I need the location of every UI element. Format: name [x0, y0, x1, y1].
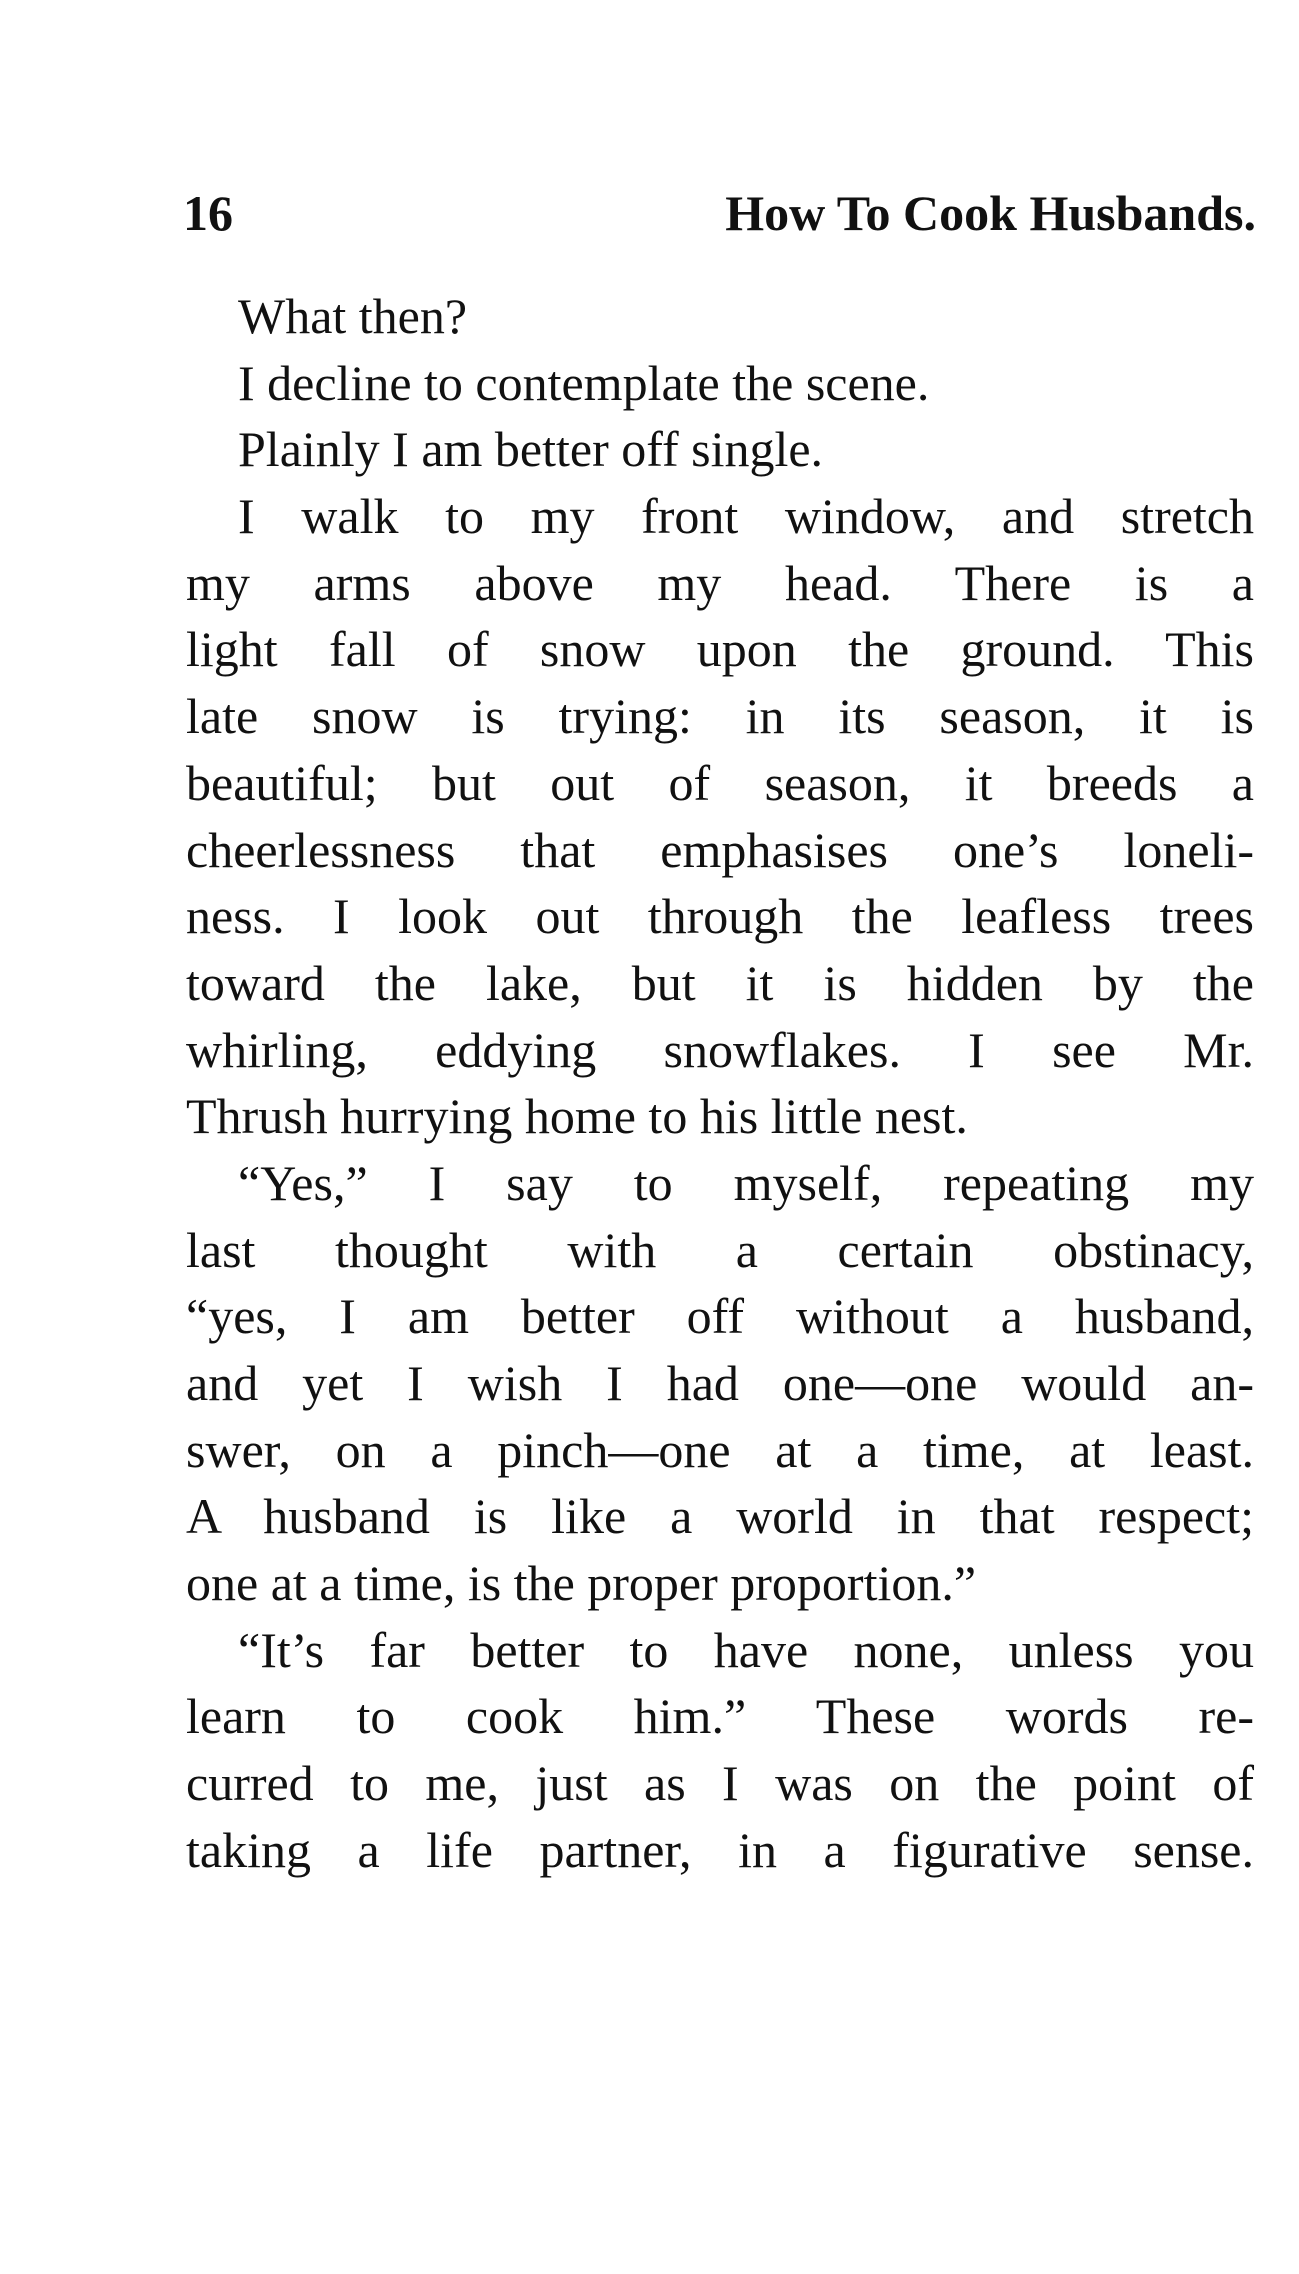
- text-line: beautiful; but out of season, it breeds a: [186, 754, 1254, 811]
- running-title: How To Cook Husbands.: [725, 185, 1256, 241]
- body-text: [186, 283, 1254, 1884]
- text-line: whirling, eddying snowflakes. I see Mr.: [186, 1021, 1254, 1078]
- text-line: ness. I look out through the leafless trees: [186, 888, 1254, 945]
- text-line: Thrush hurrying home to his little nest.: [186, 1088, 968, 1145]
- text-line: last thought with a certain obstinacy,: [186, 1221, 1254, 1278]
- page-header: [183, 178, 1256, 248]
- text-line: cheerlessness that emphasises one’s loneli-: [186, 821, 1254, 878]
- text-line: What then?: [238, 288, 468, 344]
- text-line: toward the lake, but it is hidden by the: [186, 954, 1254, 1011]
- text-line: A husband is like a world in that respect;: [186, 1488, 1254, 1545]
- text-line: “Yes,” I say to myself, repeating my: [238, 1154, 1254, 1211]
- text-line: learn to cook him.” These words re-: [186, 1688, 1254, 1745]
- text-line: one at a time, is the proper proportion.”: [186, 1555, 977, 1612]
- text-line: swer, on a pinch—one at a time, at least.: [186, 1421, 1254, 1478]
- text-line: late snow is trying: in its season, it is: [186, 688, 1254, 745]
- text-line: curred to me, just as I was on the point of: [186, 1755, 1254, 1812]
- text-line: taking a life partner, in a figurative sense.: [186, 1821, 1254, 1878]
- text-line: light fall of snow upon the ground. This: [186, 621, 1254, 678]
- text-line: my arms above my head. There is a: [186, 554, 1254, 611]
- page-number: 16: [183, 185, 233, 241]
- text-line: Plainly I am better off single.: [238, 421, 824, 478]
- text-line: I walk to my front window, and stretch: [238, 488, 1254, 545]
- text-line: “It’s far better to have none, unless you: [238, 1621, 1254, 1678]
- text-line: “yes, I am better off without a husband,: [186, 1288, 1254, 1345]
- text-line: and yet I wish I had one—one would an-: [186, 1355, 1254, 1411]
- text-line: I decline to contemplate the scene.: [238, 354, 930, 411]
